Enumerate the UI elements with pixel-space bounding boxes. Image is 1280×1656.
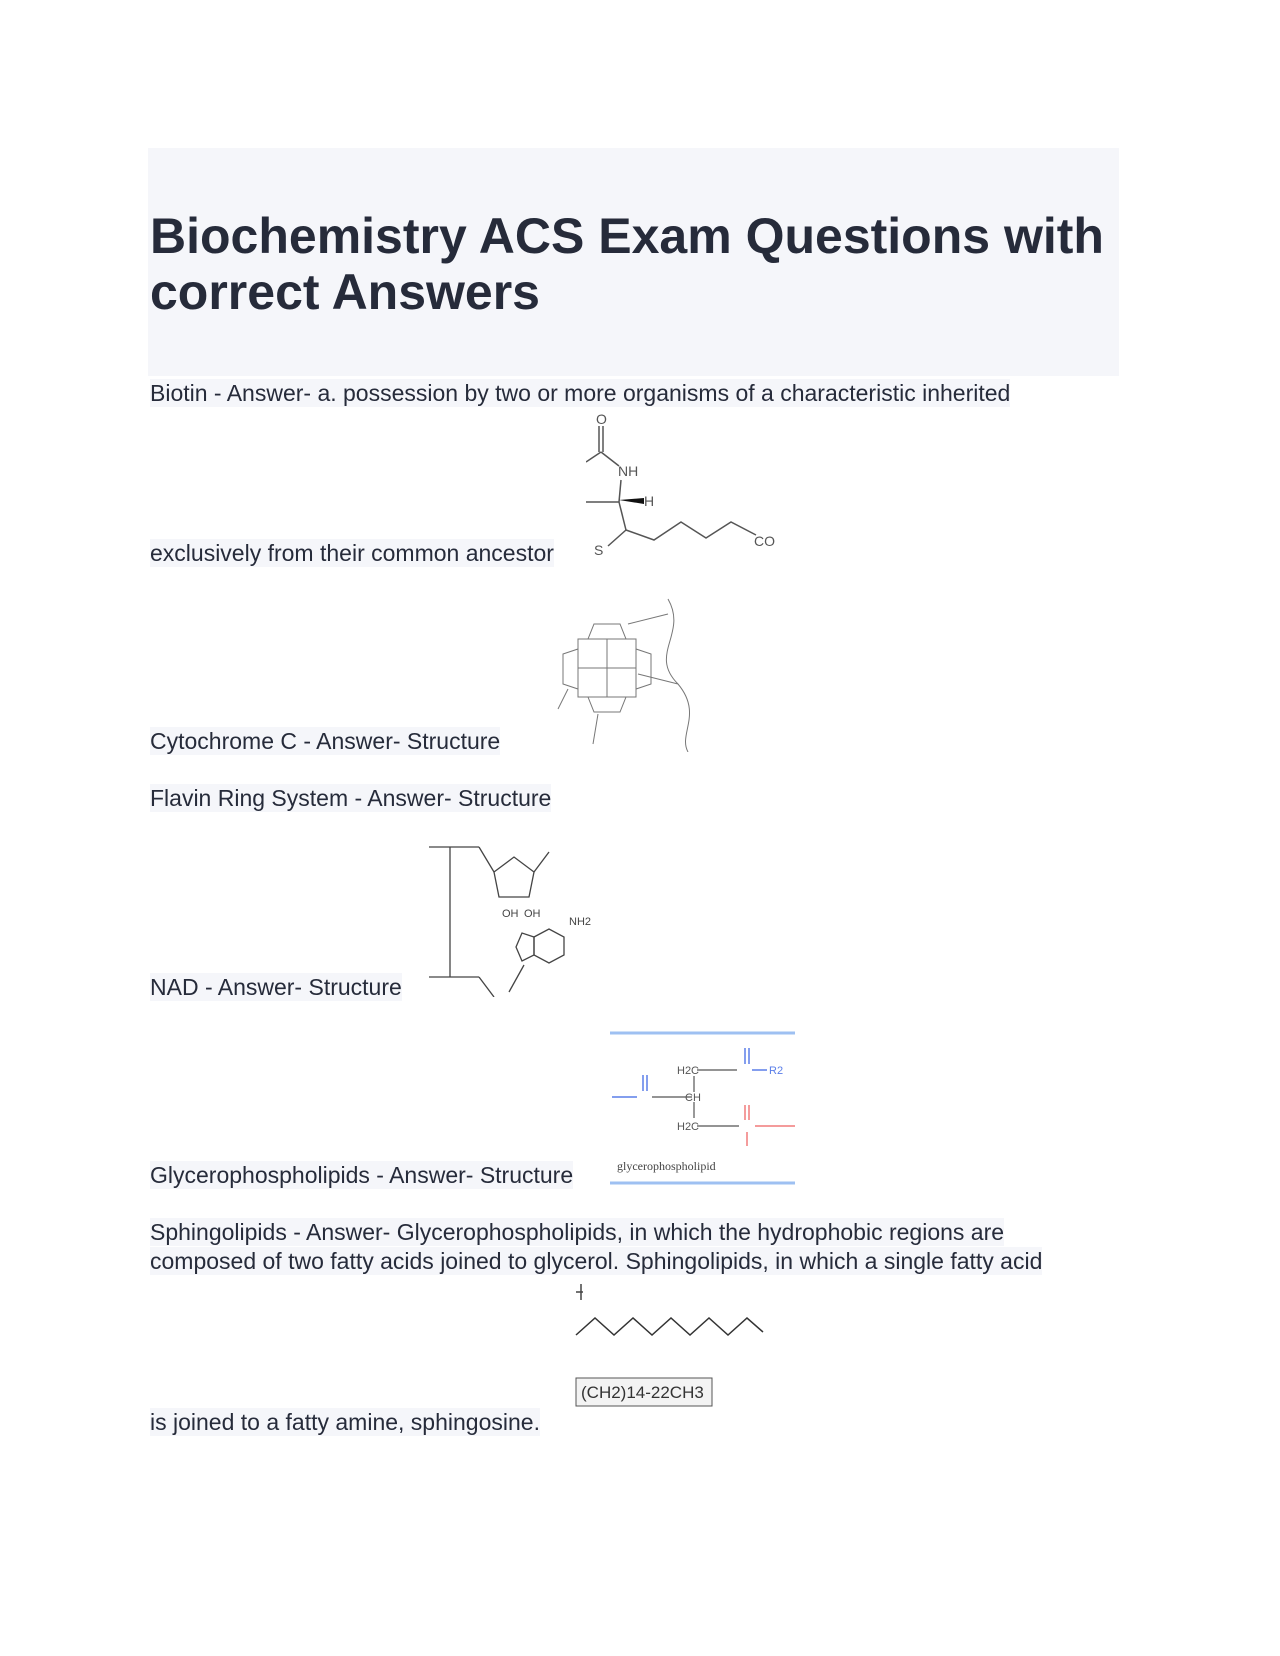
h-label: H: [644, 493, 655, 509]
nad-structure-image: [424, 837, 600, 997]
biotin-answer-line1: Biotin - Answer- a. possession by two or more organisms of a characteristic inherited: [150, 380, 1011, 406]
sphingolipids-answer-line1: Sphingolipids - Answer- Glycerophospholipids, in which the hydrophobic regions are: [150, 1219, 1005, 1245]
sphingolipids-answer-line2: composed of two fatty acids joined to glycerol. Sphingolipids, in which a single fatty acid: [150, 1248, 1043, 1274]
sphingolipids-answer-line3: is joined to a fatty amine, sphingosine.: [150, 1409, 540, 1435]
h2c-label: H2C: [677, 1065, 700, 1077]
oh-label: OH: [502, 908, 519, 920]
ch-label: CH: [685, 1092, 701, 1104]
biotin-structure-image: [586, 410, 776, 568]
h2c-label: H2C: [677, 1121, 700, 1133]
page-title: Biochemistry ACS Exam Questions with correct Answers: [150, 208, 1104, 320]
biotin-answer-line2: exclusively from their common ancestor: [150, 540, 554, 566]
r2-label: R2: [769, 1065, 784, 1077]
figure-caption: glycerophospholipid: [617, 1159, 716, 1173]
nh-label: NH: [618, 463, 639, 479]
formula-label: (CH2)14-22CH3: [581, 1383, 704, 1402]
oxygen-label: O: [596, 411, 607, 427]
co-label: CO: [754, 533, 775, 549]
oh-label: OH: [524, 908, 541, 920]
cytochrome-c-structure-image: [528, 594, 724, 752]
glycerophospholipids-answer: Glycerophospholipids - Answer- Structure: [150, 1162, 574, 1188]
glycerophospholipid-structure-image: [607, 1030, 797, 1186]
cytochrome-c-answer: Cytochrome C - Answer- Structure: [150, 728, 501, 754]
nh2-label: NH2: [569, 916, 592, 928]
flavin-ring-answer: Flavin Ring System - Answer- Structure: [150, 785, 552, 811]
sphingosine-structure-image: [573, 1278, 765, 1408]
sulfur-label: S: [594, 542, 604, 558]
nad-answer: NAD - Answer- Structure: [150, 974, 402, 1000]
